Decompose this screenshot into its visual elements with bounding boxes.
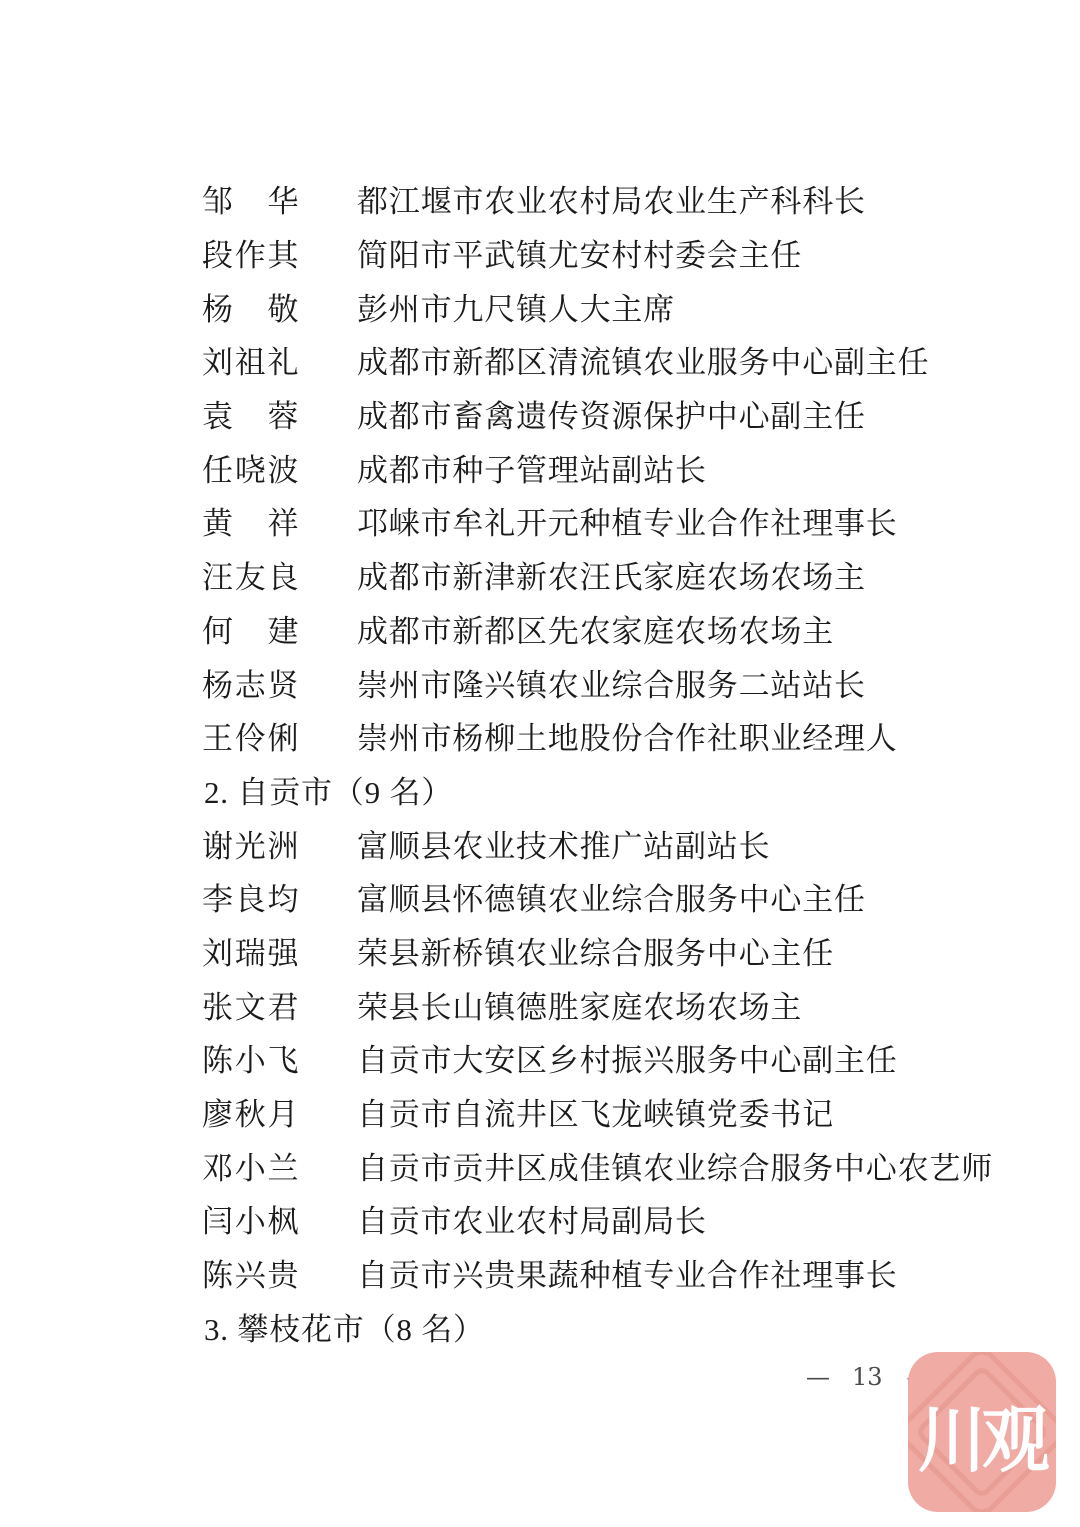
roster-row	[0, 1246, 1080, 1300]
person-name: 任哓波	[202, 452, 299, 488]
chuanguan-watermark-logo	[908, 1352, 1056, 1512]
person-name: 邓小兰	[202, 1150, 299, 1186]
person-title: 崇州市隆兴镇农业综合服务二站站长	[357, 667, 866, 703]
person-name: 段作其	[202, 238, 299, 274]
person-title: 荣县长山镇德胜家庭农场农场主	[357, 989, 803, 1025]
person-title: 荣县新桥镇农业综合服务中心主任	[357, 935, 834, 971]
person-title: 都江堰市农业农村局农业生产科科长	[357, 184, 866, 220]
roster-row	[0, 440, 1080, 494]
person-name: 李良均	[202, 882, 299, 918]
section-header: 3. 攀枝花市（8 名）	[204, 1311, 485, 1347]
person-name: 汪友良	[202, 560, 299, 596]
person-title: 彭州市九尺镇人大主席	[357, 291, 675, 327]
person-name: 廖秋月	[202, 1097, 299, 1133]
roster-row	[0, 548, 1080, 602]
roster-row	[0, 333, 1080, 387]
person-name: 杨敬	[202, 291, 299, 327]
roster-row	[0, 387, 1080, 441]
person-title: 成都市新都区清流镇农业服务中心副主任	[357, 345, 930, 381]
roster-row	[0, 709, 1080, 763]
person-name: 张文君	[202, 989, 299, 1025]
roster-row	[0, 655, 1080, 709]
page-number: 13	[852, 1363, 883, 1391]
roster-row	[0, 279, 1080, 333]
section-header: 2. 自贡市（9 名）	[204, 774, 454, 810]
person-name: 陈兴贵	[202, 1258, 299, 1294]
roster-row	[0, 816, 1080, 870]
person-name: 谢光洲	[202, 828, 299, 864]
person-title: 成都市新都区先农家庭农场农场主	[357, 613, 834, 649]
person-title: 自贡市兴贵果蔬种植专业合作社理事长	[357, 1258, 898, 1294]
person-title: 自贡市贡井区成佳镇农业综合服务中心农艺师	[357, 1150, 993, 1186]
roster-row	[0, 977, 1080, 1031]
person-name: 闫小枫	[202, 1204, 299, 1240]
roster-row	[0, 1192, 1080, 1246]
person-title: 富顺县农业技术推广站副站长	[357, 828, 771, 864]
person-name: 何建	[202, 613, 299, 649]
roster-row	[0, 1085, 1080, 1139]
roster-row	[0, 226, 1080, 280]
roster-row	[0, 494, 1080, 548]
roster-row	[0, 870, 1080, 924]
roster-row	[0, 1031, 1080, 1085]
watermark-text: 川观	[918, 1401, 1046, 1481]
person-name: 刘瑞强	[202, 935, 299, 971]
person-title: 自贡市大安区乡村振兴服务中心副主任	[357, 1043, 898, 1079]
person-name: 王伶俐	[202, 721, 299, 757]
person-name: 陈小飞	[202, 1043, 299, 1079]
roster-row	[0, 1138, 1080, 1192]
roster-row	[0, 172, 1080, 226]
person-name: 袁蓉	[202, 399, 299, 435]
person-title: 富顺县怀德镇农业综合服务中心主任	[357, 882, 866, 918]
person-name: 杨志贤	[202, 667, 299, 703]
person-title: 自贡市自流井区飞龙峡镇党委书记	[357, 1097, 834, 1133]
person-title: 邛崃市牟礼开元种植专业合作社理事长	[357, 506, 898, 542]
roster-row	[0, 924, 1080, 978]
person-title: 成都市种子管理站副站长	[357, 452, 707, 488]
roster-list	[0, 172, 1080, 1353]
person-title: 崇州市杨柳土地股份合作社职业经理人	[357, 721, 898, 757]
person-name: 黄祥	[202, 506, 299, 542]
person-name: 刘祖礼	[202, 345, 299, 381]
person-title: 简阳市平武镇尤安村村委会主任	[357, 238, 803, 274]
roster-row	[0, 602, 1080, 656]
person-name: 邹华	[202, 184, 299, 220]
person-title: 成都市畜禽遗传资源保护中心副主任	[357, 399, 866, 435]
person-title: 成都市新津新农汪氏家庭农场农场主	[357, 560, 866, 596]
footer-dash-left: —	[806, 1363, 828, 1391]
person-title: 自贡市农业农村局副局长	[357, 1204, 707, 1240]
